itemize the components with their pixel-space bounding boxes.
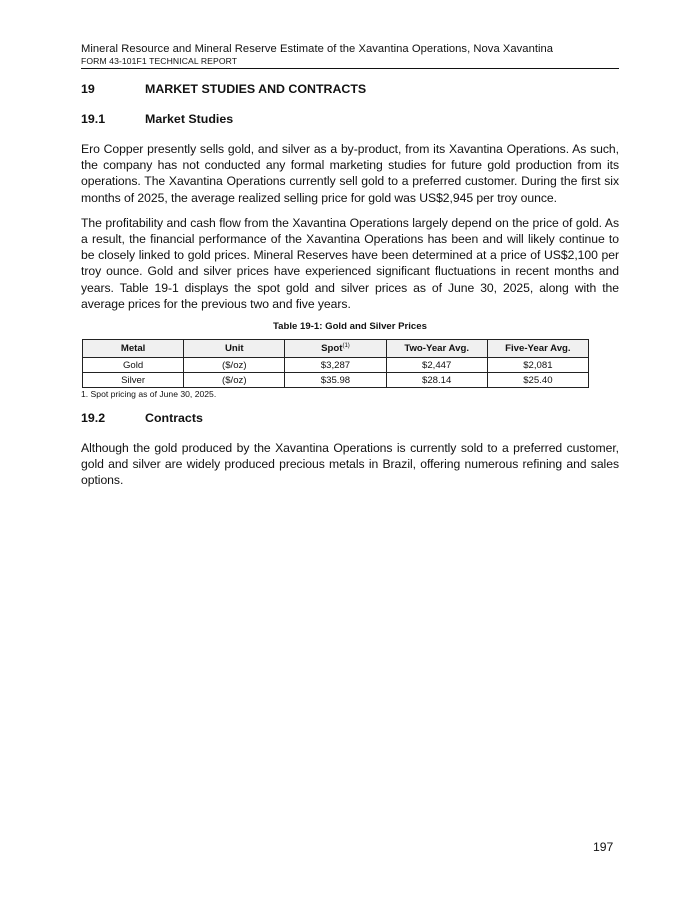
column-header-metal: Metal — [83, 340, 184, 358]
cell-spot: $35.98 — [285, 373, 386, 388]
column-header-spot: Spot$^{(1)}$ — [285, 340, 386, 358]
subsection-title: Market Studies — [145, 112, 234, 126]
page-header — [81, 43, 619, 69]
report-title: Mineral Resource and Mineral Reserve Estimate of the Xavantina Operations, Nova Xavantina — [81, 43, 554, 55]
cell-metal: Silver — [83, 373, 184, 388]
footnote-marker: (1) — [342, 343, 350, 350]
section-title: MARKET STUDIES AND CONTRACTS — [145, 82, 367, 96]
cell-two-year: $2,447 — [386, 358, 487, 373]
report-subtitle: FORM 43-101F1 TECHNICAL REPORT — [81, 56, 238, 66]
subsection-number: 19.2 — [81, 411, 106, 426]
paragraph-contracts-1: Although the gold produced by the Xavantina Operations is currently sold to a preferred customer, gold and silver are widely produced precious metals in Brazil, offering numerous refining and sales options. — [81, 441, 619, 488]
table-header-row — [83, 340, 589, 358]
table-footnote: 1. Spot pricing as of June 30, 2025. — [81, 389, 217, 400]
prices-table — [82, 339, 589, 388]
column-header-five-year: Five-Year Avg. — [487, 340, 588, 358]
subsection-heading-market-studies — [81, 112, 619, 126]
cell-metal: Gold — [83, 358, 184, 373]
paragraph-market-2: The profitability and cash flow from the Xavantina Operations largely depend on the price of gold. As a result, the financial performance of the Xavantina Operations has been and will likely continue to be closely linked to gold prices. Mineral Reserves have been determined at a price of US$2,100 per troy ounce. Gold and silver prices have experienced significant fluctuations in recent months and years. Table 19-1 displays the spot gold and silver prices as of June 30, 2025, along with the average prices for the previous two and five years. — [81, 215, 619, 311]
table-row — [83, 358, 589, 373]
section-heading — [81, 82, 619, 96]
section-number: 19 — [81, 82, 95, 96]
column-header-unit: Unit — [184, 340, 285, 358]
page-number: 197 — [593, 840, 614, 854]
cell-spot: $3,287 — [285, 358, 386, 373]
cell-five-year: $2,081 — [487, 358, 588, 373]
paragraph-market-1: Ero Copper presently sells gold, and silver as a by-product, from its Xavantina Operations. As such, the company has not conducted any formal marketing studies for future gold production from its operations. The Xavantina Operations currently sell gold to a preferred customer. During the first six months of 2025, the average realized selling price for gold was US$2,945 per troy ounce. — [81, 142, 619, 205]
table-row — [83, 373, 589, 388]
cell-two-year: $28.14 — [386, 373, 487, 388]
cell-unit: ($/oz) — [184, 358, 285, 373]
page-content — [81, 82, 619, 489]
column-header-two-year: Two-Year Avg. — [386, 340, 487, 358]
subsection-title: Contracts — [145, 411, 203, 426]
table-caption: Table 19-1: Gold and Silver Prices — [273, 321, 427, 333]
subsection-number: 19.1 — [81, 112, 106, 126]
subsection-heading-contracts — [81, 411, 619, 425]
cell-unit: ($/oz) — [184, 373, 285, 388]
cell-five-year: $25.40 — [487, 373, 588, 388]
